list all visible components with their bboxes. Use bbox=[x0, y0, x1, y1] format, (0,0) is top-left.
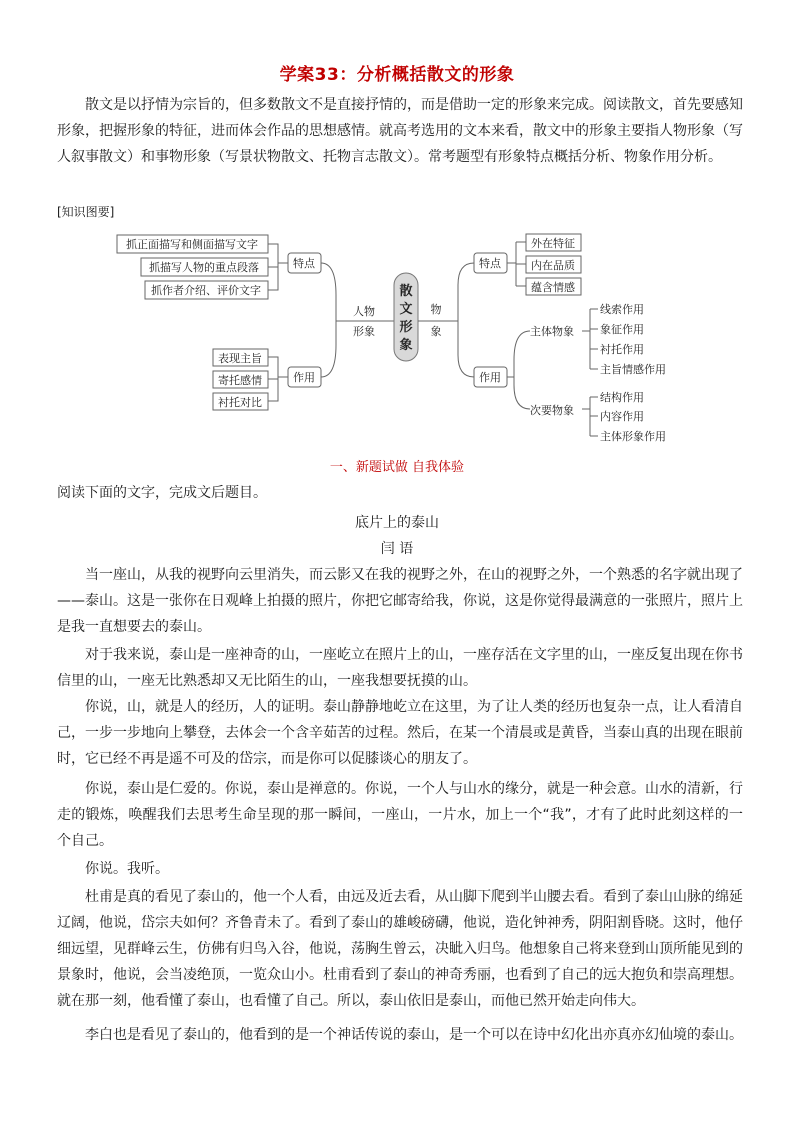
object-functions-node: 作用 bbox=[479, 371, 501, 384]
mind-map-diagram bbox=[0, 225, 794, 450]
main-object-item-3: 衬托作用 bbox=[600, 343, 644, 356]
main-object-item-4: 主旨情感作用 bbox=[600, 363, 666, 376]
person-feature-3: 抓作者介绍、评价文字 bbox=[151, 284, 261, 297]
instruction: 阅读下面的文字，完成文后题目。 bbox=[57, 485, 267, 501]
section-heading: 一、新题试做 自我体验 bbox=[329, 460, 465, 475]
object-label-line1: 物 bbox=[430, 303, 442, 316]
object-feature-1: 外在特征 bbox=[531, 237, 575, 250]
main-object-item-1: 线索作用 bbox=[600, 303, 644, 316]
main-object-item-2: 象征作用 bbox=[600, 323, 644, 336]
person-label-line2: 形象 bbox=[353, 325, 375, 338]
paragraph-7: 李白也是看见了泰山的，他看到的是一个神话传说的泰山，是一个可以在诗中幻化出亦真亦幻仙境的泰山。 bbox=[85, 1027, 743, 1043]
secondary-object-item-2: 内容作用 bbox=[600, 410, 644, 423]
paragraph-2: 对于我来说，泰山是一座神奇的山，一座屹立在照片上的山，一座存活在文字里的山，一座反复出现在你书信里的山，一座无比熟悉却又无比陌生的山，一座我想要抚摸的山。 bbox=[57, 647, 743, 689]
object-label-line2: 象 bbox=[430, 325, 442, 338]
paragraph-3: 你说，山，就是人的经历，人的证明。泰山静静地屹立在这里，为了让人类的经历也复杂一点，让人看清自己，一步一步地向上攀登，去体会一个含辛茹苦的过程。然后，在某一个清晨或是黄昏，当泰山真的出现在眼前时，它已经不再是遥不可及的岱宗，而是你可以促膝谈心的朋友了。 bbox=[57, 699, 743, 767]
paragraph-1: 当一座山，从我的视野向云里消失，而云影又在我的视野之外，在山的视野之外，一个熟悉的名字就出现了——泰山。这是一张你在日观峰上拍摄的照片，你把它邮寄给我，你说，这是你觉得最满意的一张照片，照片上是我一直想要去的泰山。 bbox=[57, 567, 743, 635]
center-char-4: 象 bbox=[399, 338, 413, 353]
diagram-label: [知识图要] bbox=[57, 205, 115, 219]
person-feature-1: 抓正面描写和侧面描写文字 bbox=[126, 238, 258, 251]
person-functions-node: 作用 bbox=[293, 371, 315, 384]
person-features-node: 特点 bbox=[293, 257, 315, 270]
object-features-node: 特点 bbox=[479, 257, 501, 270]
secondary-object-label: 次要物象 bbox=[530, 404, 574, 417]
main-object-label: 主体物象 bbox=[530, 325, 574, 338]
page-title: 学案33：分析概括散文的形象 bbox=[279, 65, 515, 85]
secondary-object-item-1: 结构作用 bbox=[600, 391, 644, 404]
person-feature-2: 抓描写人物的重点段落 bbox=[149, 261, 259, 274]
person-label-line1: 人物 bbox=[353, 305, 375, 318]
person-feature-boxes bbox=[117, 235, 268, 299]
center-char-2: 文 bbox=[399, 302, 413, 317]
person-function-1: 表现主旨 bbox=[218, 352, 262, 365]
essay-author: 闫 语 bbox=[380, 541, 414, 557]
person-function-3: 衬托对比 bbox=[218, 396, 262, 409]
object-feature-2: 内在品质 bbox=[531, 259, 575, 272]
person-function-2: 寄托感情 bbox=[218, 374, 262, 387]
object-feature-3: 蕴含情感 bbox=[531, 281, 575, 294]
intro-paragraph: 散文是以抒情为宗旨的，但多数散文不是直接抒情的，而是借助一定的形象来完成。阅读散文，首先要感知形象，把握形象的特征，进而体会作品的思想感情。就高考选用的文本来看，散文中的形象主要指人物形象（写人叙事散文）和事物形象（写景状物散文、托物言志散文）。常考题型有形象特点概括分析、物象作用分析。 bbox=[57, 97, 743, 165]
paragraph-4: 你说，泰山是仁爱的。你说，泰山是禅意的。你说，一个人与山水的缘分，就是一种会意。山水的清新，行走的锻炼，唤醒我们去思考生命呈现的那一瞬间，一座山，一片水，加上一个“我”，才有了此时此刻这样的一个自己。 bbox=[57, 781, 743, 849]
paragraph-6: 杜甫是真的看见了泰山的，他一个人看，由远及近去看，从山脚下爬到半山腰去看。看到了泰山山脉的绵延辽阔，他说，岱宗夫如何？齐鲁青未了。看到了泰山的雄峻磅礴，他说，造化钟神秀，阴阳割昏晓。这时，他仔细远望，见群峰云生，仿佛有归鸟入谷，他说，荡胸生曾云，决眦入归鸟。他想象自己将来登到山顶所能见到的景象时，他说，会当凌绝顶，一览众山小。杜甫看到了泰山的神奇秀丽，也看到了自己的远大抱负和崇高理想。就在那一刻，他看懂了泰山，也看懂了自己。所以，泰山依旧是泰山，而他已然开始走向伟大。 bbox=[57, 889, 743, 1009]
center-char-1: 散 bbox=[399, 284, 413, 299]
center-char-3: 形 bbox=[399, 320, 413, 335]
paragraph-5: 你说。我听。 bbox=[85, 861, 169, 877]
essay-title: 底片上的泰山 bbox=[355, 515, 439, 531]
secondary-object-item-3: 主体形象作用 bbox=[600, 430, 666, 443]
